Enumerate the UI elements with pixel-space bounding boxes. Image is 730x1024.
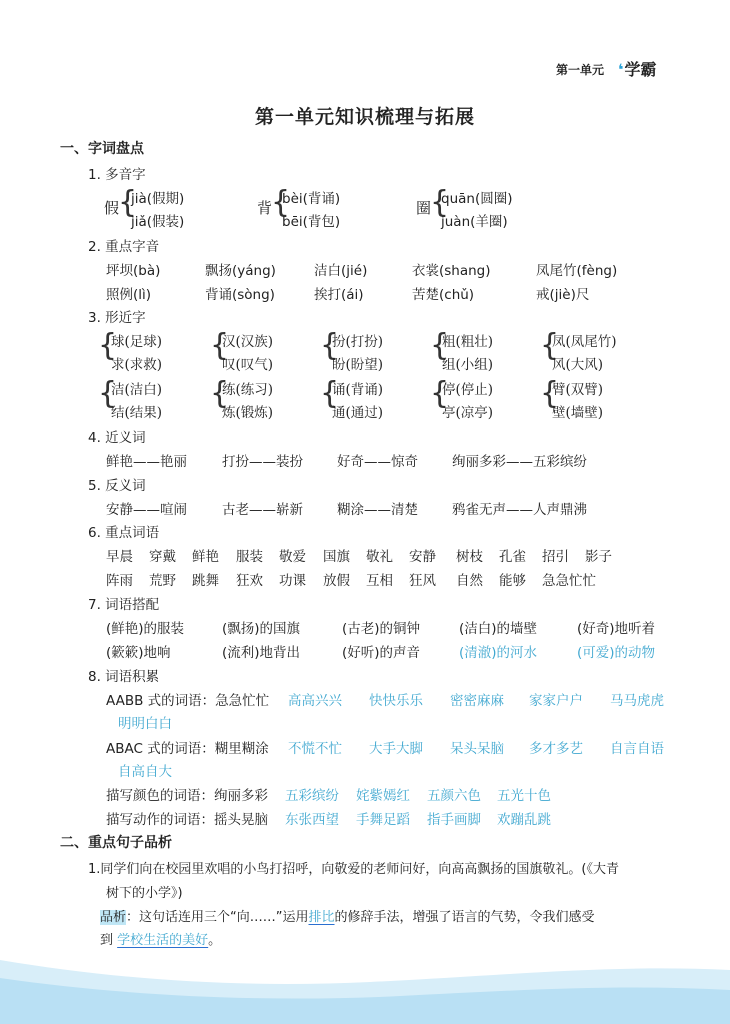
brace-icon: {: [271, 185, 291, 220]
answer-word: 大手大脚: [369, 741, 423, 757]
word: 狂风: [409, 573, 436, 589]
pinyin-item: 飘扬(yáng): [205, 263, 276, 279]
analysis-text: 。: [208, 933, 222, 948]
word: 阵雨: [106, 573, 133, 589]
similar-char: 洁(洁白): [111, 382, 163, 398]
sub-heading-match: 7. 词语搭配: [88, 597, 160, 613]
sub-heading-words: 6. 重点词语: [88, 525, 160, 541]
answer-word: 快快乐乐: [369, 693, 423, 709]
answer-word: 指手画脚: [427, 812, 481, 828]
word: 影子: [585, 549, 612, 565]
word: 急急忙忙: [542, 573, 596, 589]
analysis-keyword: 学校生活的美好: [117, 933, 209, 948]
synonym-pair: 打扮——装扮: [222, 454, 303, 470]
pinyin-item: 苦楚(chǔ): [412, 287, 475, 303]
word: 鲜艳: [192, 549, 219, 565]
answer-word: 家家户户: [529, 693, 583, 709]
similar-char: 求(求救): [111, 357, 163, 373]
answer-word: 呆头呆脑: [450, 741, 504, 757]
brace-icon: {: [98, 376, 118, 411]
aabb-prefix: AABB 式的词语：急急忙忙: [106, 693, 270, 709]
word: 敬礼: [366, 549, 393, 565]
similar-char: 叹(叹气): [222, 357, 274, 373]
answer-word: 姹紫嫣红: [356, 788, 410, 804]
word: 国旗: [323, 549, 350, 565]
pinyin-item: 挨打(ái): [314, 287, 364, 303]
wave-decoration: [0, 940, 730, 1024]
leaf-icon: ❛: [618, 60, 624, 79]
answer-word: 五彩缤纷: [285, 788, 339, 804]
sub-heading-polyphone: 1. 多音字: [88, 167, 146, 183]
word: 安静: [409, 549, 436, 565]
section-heading-sentences: 二、重点句子品析: [60, 835, 172, 851]
answer-word: 自高自大: [118, 764, 172, 780]
brand-logo: [618, 57, 657, 80]
answer-word: 五光十色: [497, 788, 551, 804]
brace-icon: {: [320, 328, 340, 363]
answer-word: 马马虎虎: [610, 693, 664, 709]
word: 服装: [236, 549, 263, 565]
antonym-pair: 古老——崭新: [222, 502, 303, 518]
similar-char: 盼(盼望): [332, 357, 384, 373]
word: 自然: [456, 573, 483, 589]
answer-word: 五颜六色: [427, 788, 481, 804]
polyphone-char: 背: [257, 199, 273, 217]
sentence-line: 树下的小学》): [106, 886, 183, 901]
section-heading-words: 一、字词盘点: [60, 141, 144, 157]
reading: juàn(羊圈): [441, 214, 508, 230]
similar-char: 通(通过): [332, 405, 384, 421]
sentence-line: 1.同学们向在校园里欢唱的小鸟打招呼，向敬爱的老师问好，向高高飘扬的国旗敬礼。(《大青: [88, 862, 619, 877]
match-item: (流利)地背出: [222, 645, 301, 661]
match-item: (鲜艳)的服装: [106, 621, 185, 637]
brace-icon: {: [540, 328, 560, 363]
similar-char: 练(练习): [222, 382, 274, 398]
word: 狂欢: [236, 573, 263, 589]
pinyin-item: 戒(jiè)尺: [536, 287, 590, 303]
word: 跳舞: [192, 573, 219, 589]
similar-char: 臂(双臂): [552, 382, 604, 398]
match-item-answer: (可爱)的动物: [577, 645, 656, 661]
answer-word: 高高兴兴: [288, 693, 342, 709]
similar-char: 结(结果): [111, 405, 163, 421]
pinyin-item: 衣裳(shang): [412, 263, 491, 279]
answer-word: 欢蹦乱跳: [497, 812, 551, 828]
page-title: 第一单元知识梳理与拓展: [254, 106, 475, 128]
sub-heading-synonym: 4. 近义词: [88, 430, 146, 446]
word: 敬爱: [279, 549, 306, 565]
pinyin-item: 照例(lì): [106, 287, 152, 303]
similar-char: 停(停止): [442, 382, 494, 398]
action-prefix: 描写动作的词语：摇头晃脑: [106, 812, 268, 828]
antonym-pair: 糊涂——清楚: [337, 502, 418, 518]
reading: jiǎ(假装): [131, 214, 185, 230]
brace-icon: {: [118, 185, 138, 220]
abac-prefix: ABAC 式的词语：糊里糊涂: [106, 741, 269, 757]
match-item: (洁白)的墙壁: [459, 621, 538, 637]
similar-char: 组(小组): [442, 357, 494, 373]
sub-heading-key-char: 2. 重点字音: [88, 239, 160, 255]
sub-heading-antonym: 5. 反义词: [88, 478, 146, 494]
brace-icon: {: [210, 328, 230, 363]
synonym-pair: 好奇——惊奇: [337, 454, 418, 470]
word: 穿戴: [149, 549, 176, 565]
brace-icon: {: [430, 185, 450, 220]
word: 树枝: [456, 549, 483, 565]
pinyin-item: 洁白(jié): [314, 263, 368, 279]
antonym-pair: 鸦雀无声——人声鼎沸: [452, 502, 587, 518]
word: 早晨: [106, 549, 133, 565]
similar-char: 扮(打扮): [332, 334, 384, 350]
analysis-keyword: 排比: [308, 910, 335, 925]
word: 功课: [279, 573, 306, 589]
pinyin-item: 凤尾竹(fèng): [536, 263, 618, 279]
similar-char: 汉(汉族): [222, 334, 274, 350]
similar-char: 球(足球): [111, 334, 163, 350]
word: 孔雀: [499, 549, 526, 565]
brace-icon: {: [98, 328, 118, 363]
polyphone-char: 假: [104, 199, 120, 217]
analysis-label: 品析: [100, 910, 127, 925]
sub-heading-similar: 3. 形近字: [88, 310, 146, 326]
polyphone-char: 圈: [416, 199, 432, 217]
answer-word: 明明白白: [118, 716, 172, 732]
answer-word: 密密麻麻: [450, 693, 504, 709]
match-item: (古老)的铜钟: [342, 621, 421, 637]
reading: jià(假期): [131, 191, 185, 207]
reading: bèi(背诵): [282, 191, 341, 207]
reading: quān(圆圈): [441, 191, 513, 207]
brace-icon: {: [320, 376, 340, 411]
brace-icon: {: [210, 376, 230, 411]
similar-char: 诵(背诵): [332, 382, 384, 398]
answer-word: 不慌不忙: [288, 741, 342, 757]
analysis-text: 到: [100, 933, 114, 948]
word: 荒野: [149, 573, 176, 589]
reading: bēi(背包): [282, 214, 341, 230]
answer-word: 手舞足蹈: [356, 812, 410, 828]
match-item-answer: (清澈)的河水: [459, 645, 538, 661]
analysis-text: ：这句话连用三个“向……”运用: [126, 910, 309, 925]
match-item: (好听)的声音: [342, 645, 421, 661]
logo-text: 学霸: [624, 60, 657, 79]
word: 能够: [499, 573, 526, 589]
match-item: (飘扬)的国旗: [222, 621, 301, 637]
brace-icon: {: [430, 376, 450, 411]
similar-char: 风(大风): [552, 357, 604, 373]
answer-word: 自言自语: [610, 741, 664, 757]
word: 互相: [366, 573, 393, 589]
similar-char: 粗(粗壮): [442, 334, 494, 350]
brace-icon: {: [540, 376, 560, 411]
match-item: (簌簌)地响: [106, 645, 171, 661]
similar-char: 壁(墙壁): [552, 405, 604, 421]
antonym-pair: 安静——喧闹: [106, 502, 187, 518]
similar-char: 炼(锻炼): [222, 405, 274, 421]
brace-icon: {: [430, 328, 450, 363]
similar-char: 亭(凉亭): [442, 405, 494, 421]
word: 招引: [542, 549, 569, 565]
answer-word: 多才多艺: [529, 741, 583, 757]
match-item: (好奇)地听着: [577, 621, 656, 637]
analysis-line: [100, 906, 595, 925]
pinyin-item: 背诵(sòng): [205, 287, 275, 303]
sub-heading-accum: 8. 词语积累: [88, 669, 160, 685]
unit-label: 第一单元: [556, 63, 605, 77]
pinyin-item: 坪坝(bà): [106, 263, 161, 279]
word: 放假: [323, 573, 350, 589]
synonym-pair: 绚丽多彩——五彩缤纷: [452, 454, 587, 470]
answer-word: 东张西望: [285, 812, 339, 828]
synonym-pair: 鲜艳——艳丽: [106, 454, 187, 470]
color-prefix: 描写颜色的词语：绚丽多彩: [106, 788, 268, 804]
similar-char: 凤(凤尾竹): [552, 334, 617, 350]
analysis-text: 的修辞手法，增强了语言的气势，令我们感受: [334, 910, 595, 925]
